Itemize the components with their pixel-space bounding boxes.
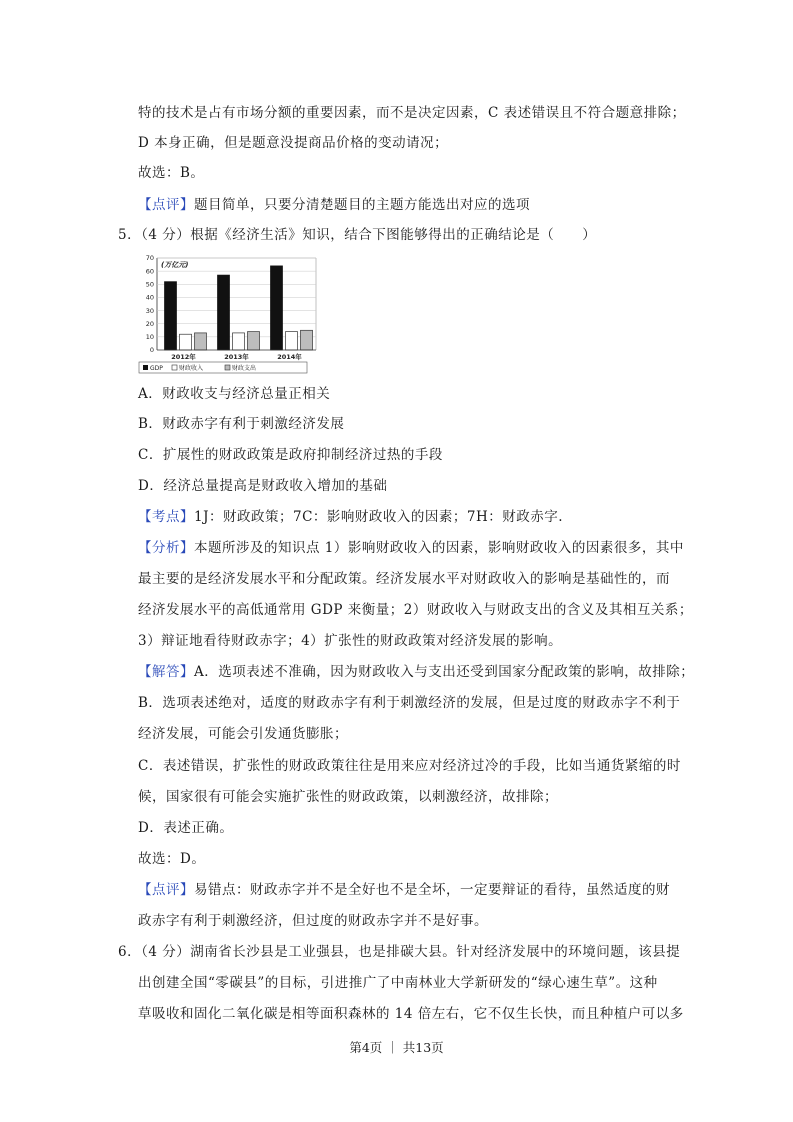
x-tick-label: 2013年 <box>224 353 249 361</box>
legend-label-revenue: 财政收入 <box>179 365 204 372</box>
jieda-line-1: B．选项表述绝对，适度的财政赤字有利于刺激经济的发展，但是过度的财政赤字不利于 <box>138 695 681 711</box>
dianping-tag: 【点评】 <box>138 882 194 898</box>
legend-swatch-revenue <box>172 365 177 370</box>
legend-label-expenditure: 财政支出 <box>232 365 257 372</box>
y-tick-label: 60 <box>145 267 154 276</box>
unit-label: (万亿元) <box>161 261 189 269</box>
q6-line-2: 出创建全国“零碳县”的目标，引进推广了中南林业大学新研发的“绿心速生草”。这种 <box>138 975 658 991</box>
y-tick-label: 30 <box>145 306 154 315</box>
bars <box>165 266 313 350</box>
kaodian-tag: 【考点】 <box>138 509 194 525</box>
bar <box>233 333 245 350</box>
y-tick-label: 10 <box>145 333 154 342</box>
q6-line-1: 6．（4 分）湖南省长沙县是工业强县，也是排碳大县。针对经济发展中的环境问题，该县提 <box>118 944 681 960</box>
jieda-line-6: 故选：D。 <box>138 851 206 867</box>
legend-label-gdp: GDP <box>150 365 163 372</box>
jieda-first: A．选项表述不准确，因为财政收入与支出还受到国家分配政策的影响，故排除； <box>194 664 695 680</box>
prev-answer-line-2: D 本身正确，但是题意没提商品价格的变动请况； <box>138 135 449 151</box>
y-tick-label: 70 <box>145 254 154 263</box>
q5-stem: 5．（4 分）根据《经济生活》知识，结合下图能够得出的正确结论是（ ） <box>118 227 597 243</box>
dianping-line-2: 政赤字有利于刺激经济，但过度的财政赤字并不是好事。 <box>138 913 488 929</box>
y-tick-label: 20 <box>145 319 154 328</box>
jieda-line-5: D．表述正确。 <box>138 820 234 836</box>
page-footer: 第4页 ｜ 共13页 <box>349 1040 444 1055</box>
fenxi-first: 本题所涉及的知识点 1）影响财政收入的因素，影响财政收入的因素很多，其中 <box>194 540 684 556</box>
prev-answer-line-3: 故选：B。 <box>138 165 205 181</box>
jieda <box>138 662 694 682</box>
option-c: C．扩展性的财政政策是政府抑制经济过热的手段 <box>138 447 443 463</box>
bar <box>271 266 283 350</box>
comment-tag: 【点评】 <box>138 197 194 213</box>
bar <box>248 332 260 350</box>
y-tick-label: 40 <box>145 293 154 302</box>
bar <box>301 330 313 350</box>
y-tick-label: 0 <box>149 346 154 355</box>
x-tick-label: 2012年 <box>171 353 196 361</box>
q6-line-3: 草吸收和固化二氧化碳是相等面积森林的 14 倍左右，它不仅生长快，而且种植户可以多 <box>138 1006 684 1022</box>
bar <box>195 333 207 350</box>
kaodian <box>138 507 563 527</box>
prev-answer-line-1: 特的技术是占有市场分额的重要因素，而不是决定因素，C 表述错误且不符合题意排除； <box>138 105 686 121</box>
jieda-tag: 【解答】 <box>138 664 194 680</box>
jieda-line-4: 候，国家很有可能会实施扩张性的财政政策，以刺激经济，故排除； <box>138 789 558 805</box>
legend-swatch-expenditure <box>225 365 230 370</box>
option-b: B．财政赤字有利于刺激经济发展 <box>138 416 345 432</box>
x-tick-label: 2014年 <box>277 353 302 361</box>
jieda-line-3: C．表述错误，扩张性的财政政策往往是用来应对经济过冷的手段，比如当通货紧缩的时 <box>138 758 681 774</box>
dianping <box>138 880 670 900</box>
fenxi <box>138 538 684 558</box>
bar-chart <box>138 254 318 378</box>
dianping-first: 易错点：财政赤字并不是全好也不是全坏，一定要辩证的看待，虽然适度的财 <box>194 882 670 898</box>
jieda-line-2: 经济发展，可能会引发通货膨胀； <box>138 726 348 742</box>
bar <box>165 282 177 350</box>
option-d: D．经济总量提高是财政收入增加的基础 <box>138 478 388 494</box>
comment-text: 题目简单，只要分清楚题目的主题方能选出对应的选项 <box>194 197 530 213</box>
fenxi-line-2: 经济发展水平的高低通常用 GDP 来衡量；2）财政收入与财政支出的含义及其相互关系； <box>138 602 693 618</box>
bar <box>286 332 298 350</box>
bar <box>218 275 230 350</box>
fenxi-line-3: 3）辩证地看待财政赤字；4）扩张性的财政政策对经济发展的影响。 <box>138 633 563 649</box>
legend-box <box>139 362 307 373</box>
bar <box>180 334 192 350</box>
fenxi-line-1: 最主要的是经济发展水平和分配政策。经济发展水平对财政收入的影响是基础性的，而 <box>138 571 670 587</box>
x-tick-labels <box>171 352 302 361</box>
y-tick-label: 50 <box>145 280 154 289</box>
option-a: A．财政收支与经济总量正相关 <box>138 386 331 402</box>
y-tick-labels <box>146 254 154 354</box>
fenxi-tag: 【分析】 <box>138 540 194 556</box>
legend <box>139 362 307 373</box>
gridlines <box>157 258 316 337</box>
legend-swatch-gdp <box>143 365 148 370</box>
kaodian-text: 1J：财政政策；7C：影响财政收入的因素；7H：财政赤字. <box>194 509 564 525</box>
q4-comment <box>138 195 530 215</box>
